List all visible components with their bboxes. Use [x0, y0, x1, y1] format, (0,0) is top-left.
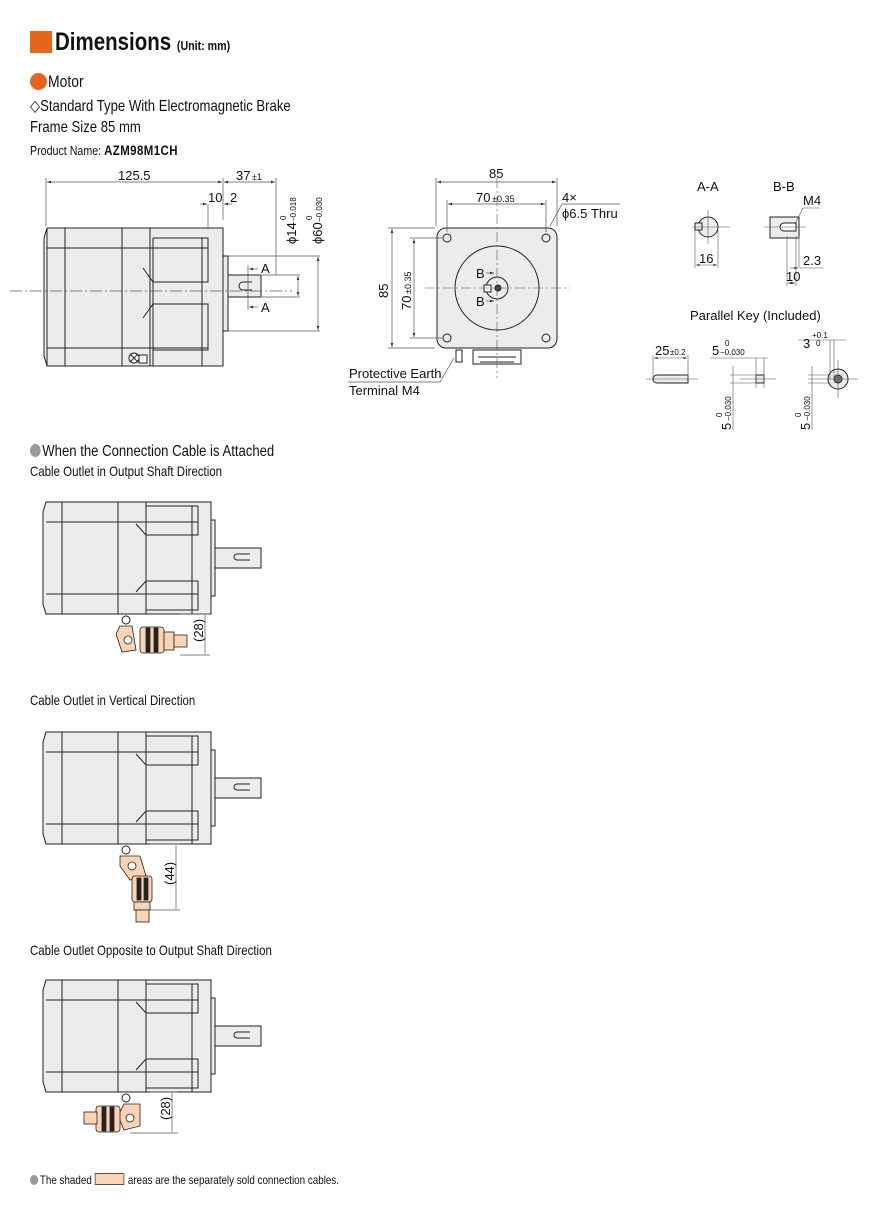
outlet-label-shaft: Cable Outlet in Output Shaft Direction — [30, 463, 223, 479]
product-name-label: Product Name: — [30, 143, 102, 158]
section-bb-dim-10: 10 — [786, 269, 801, 284]
dim-hole-pitch-vertical: 70 — [399, 295, 414, 310]
outlet-vertical-dim: (44) — [162, 861, 177, 885]
footnote-before: The shaded — [39, 1173, 92, 1187]
dim-shaft-length: 37 — [236, 168, 251, 183]
pe-terminal-line1: Protective Earth — [349, 366, 442, 381]
section-b-marker-top: B — [476, 266, 485, 281]
outlet-opposite-drawing — [43, 980, 261, 1133]
outlet-vertical-drawing — [43, 732, 261, 922]
motor-bullet-icon — [30, 73, 47, 90]
dim-10: 10 — [208, 190, 223, 205]
outlet-shaft-dim: (28) — [191, 618, 206, 642]
section-bb-thread: M4 — [803, 193, 822, 208]
dim-pilot-dia: ϕ60 — [310, 222, 325, 244]
dim-pilot-dia-tol-lower: −0.030 — [315, 197, 324, 222]
section-aa-title: A-A — [697, 179, 719, 194]
footnote — [30, 1173, 339, 1187]
key-length-tol: ±0.2 — [670, 348, 686, 357]
key-height: 5 — [719, 422, 734, 430]
motor-drawings — [0, 160, 888, 440]
holes-spec: ϕ6.5 Thru — [562, 206, 618, 221]
keyway-depth: 3 — [803, 336, 811, 351]
outlet-shaft-drawing — [43, 502, 261, 655]
outlet-label-vertical: Cable Outlet in Vertical Direction — [30, 692, 196, 708]
dim-front-height: 85 — [376, 283, 391, 298]
dim-hole-pitch: 70 — [476, 190, 491, 205]
key-height-tol-lower: −0.030 — [724, 396, 733, 421]
dim-shaft-dia-tol-lower: −0.018 — [289, 197, 298, 222]
key-height-tol-upper: 0 — [715, 412, 724, 417]
keyway-tol-lower: 0 — [816, 339, 821, 348]
cable-color-swatch — [95, 1173, 125, 1185]
product-name: AZM98M1CH — [104, 142, 178, 158]
keyway-height-tol-upper: 0 — [794, 412, 803, 417]
keyway-tol-upper: +0.1 — [812, 331, 828, 340]
pe-terminal-line2: Terminal M4 — [349, 383, 420, 398]
section-bb-title: B-B — [773, 179, 795, 194]
key-width: 5 — [712, 343, 720, 358]
cable-section-heading — [30, 443, 274, 461]
gray-bullet-icon — [30, 1175, 38, 1185]
parallel-key-title: Parallel Key (Included) — [690, 308, 821, 323]
outlet-label-opposite: Cable Outlet Opposite to Output Shaft Direction — [30, 942, 272, 958]
side-view — [10, 228, 292, 366]
section-a-marker-bottom: A — [261, 300, 270, 315]
section-bb-dim-2-3: 2.3 — [803, 253, 822, 268]
gray-bullet-icon — [30, 444, 41, 457]
section-b-marker-bottom: B — [476, 294, 485, 309]
holes-count: 4× — [562, 190, 577, 205]
title-text: Dimensions — [55, 28, 172, 56]
keyway-height: 5 — [798, 422, 813, 430]
outlet-opposite-dim: (28) — [158, 1096, 173, 1120]
dim-pilot-dia-tol-upper: 0 — [305, 215, 314, 220]
key-width-tol-lower: −0.030 — [720, 348, 745, 357]
key-width-tol-upper: 0 — [725, 339, 730, 348]
dim-front-width: 85 — [489, 166, 504, 181]
page-title — [55, 28, 230, 57]
title-accent-square — [30, 31, 52, 53]
dim-shaft-dia: ϕ14 — [284, 222, 299, 244]
footnote-after: areas are the separately sold connection cables. — [127, 1173, 340, 1187]
dim-hole-pitch-tol: ±0.35 — [492, 194, 515, 204]
section-aa-dim: 16 — [699, 251, 714, 266]
motor-heading: Motor — [48, 72, 84, 91]
dim-shaft-dia-tol-upper: 0 — [279, 215, 288, 220]
key-length: 25 — [655, 343, 670, 358]
keyway-height-tol-lower: −0.030 — [803, 396, 812, 421]
type-label: ◇Standard Type With Electromagnetic Brake — [30, 98, 291, 115]
product-name-row — [30, 142, 178, 158]
unit-label: (Unit: mm) — [176, 38, 231, 53]
frame-size: Frame Size 85 mm — [30, 119, 141, 136]
dim-shaft-length-tol: ±1 — [252, 172, 262, 182]
dim-body-length: 125.5 — [118, 168, 151, 183]
dim-2: 2 — [230, 190, 238, 205]
cable-outlet-drawings — [0, 480, 330, 1180]
dim-hole-pitch-vertical-tol: ±0.35 — [403, 271, 413, 294]
cable-section-label: When the Connection Cable is Attached — [42, 443, 275, 460]
section-a-marker-top: A — [261, 261, 270, 276]
